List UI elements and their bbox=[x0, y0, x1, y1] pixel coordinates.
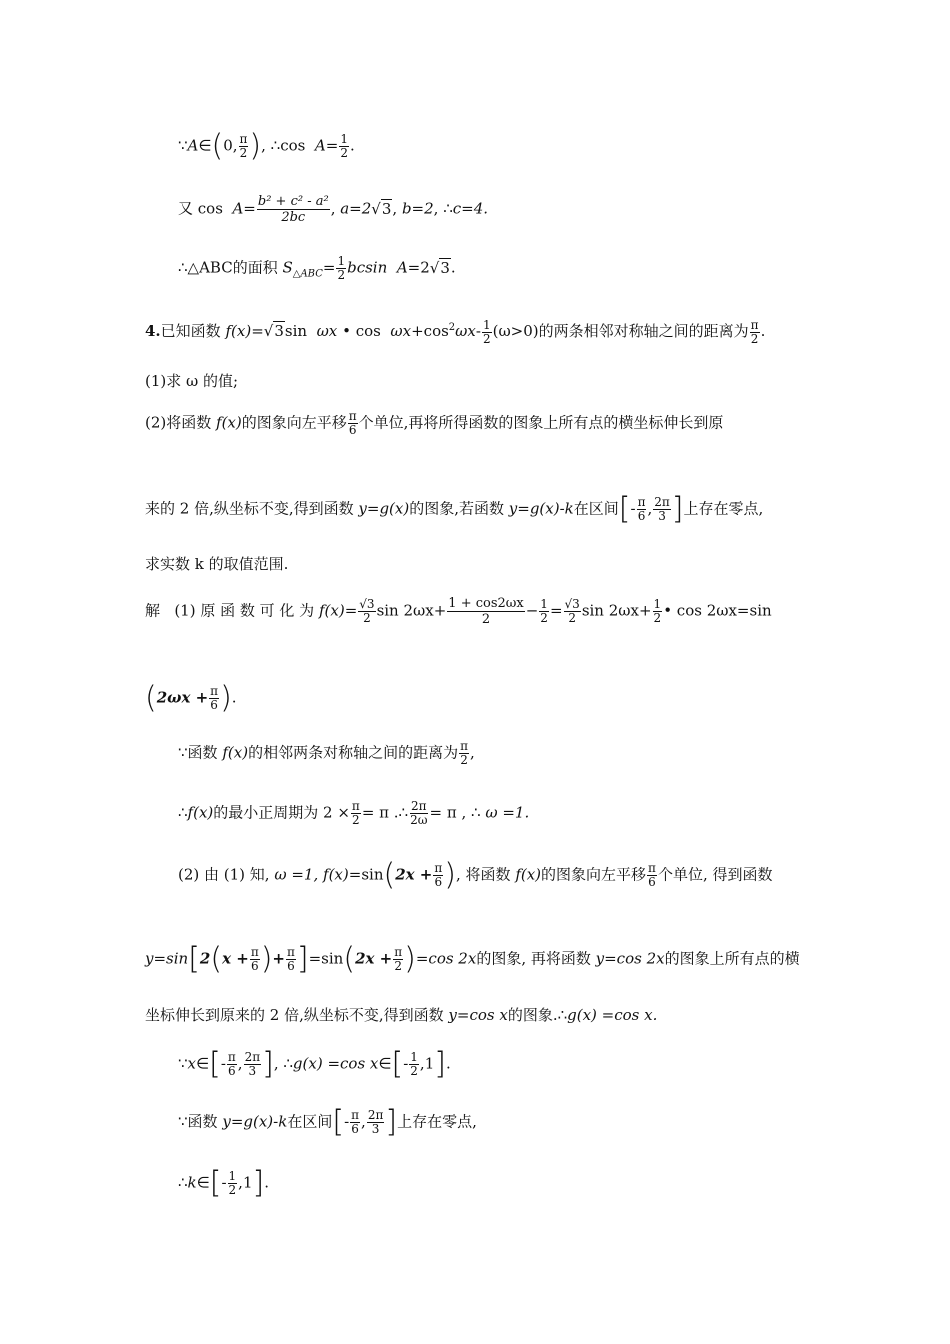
question-4-part-2-line-3: 求实数 k 的取值范围. bbox=[145, 555, 289, 573]
solution-2-line-5: ∵函数 y=g(x)-k在区间[- $\frac{\pi}{6}$ , $\frac{2\pi}{3}$ ]上存在零点, bbox=[178, 1104, 477, 1140]
solution-line-law-of-cosines: 又 cos A= $\frac{\text{b² + c² - a²}}{2bc}$ , a=2√3, b=2, ∴c=4. bbox=[178, 194, 489, 225]
question-4-statement: 4.已知函数 f(x)=√3sin ωx • $\cos \omega x+\cos^2\omega x-$ $\frac{1}{2}$ (ω>0)的两条相邻对称轴之间的距离为 $\frac{\pi}{2}$ . bbox=[145, 317, 766, 346]
solution-1-line-2: (2ωx + $\frac{\pi}{6}$ ). bbox=[145, 680, 237, 716]
solution-2-line-2: y=sin[2(x + $\frac{\pi}{6}$ )+ $\frac{\pi}{6}$ ]=sin(2x + $\frac{\pi}{2}$ )=cos 2x的图象, 再将函数 y=cos 2x的图象上所有点的横 bbox=[145, 941, 800, 977]
solution-2-line-6: ∴k∈[- $\frac{1}{2}$ ,1]. bbox=[178, 1165, 269, 1201]
solution-1-line-1: 解 (1) 原 函 数 可 化 为 f(x)= $\frac{√3}{2}$ sin 2ωx+ $\frac{1 + \cos 2\omega x}{2}$ − $\frac{1}{2}$ = $\frac{√3}{2}$ sin 2ωx+ $\frac{1}{2}$ • cos 2ωx=sin bbox=[145, 596, 772, 627]
solution-2-line-1: (2) 由 (1) 知, ω =1, f(x)=sin(2x + $\frac{\pi}{6}$ ), 将函数 f(x)的图象向左平移 $\frac{\pi}{6}$ 个单位, 得到函数 bbox=[178, 857, 773, 893]
solution-line-area: ∴△ABC的面积 $S_{\triangle ABC}=$ $\frac{1}{2}$ bcsin A=2√3. bbox=[178, 254, 456, 282]
solution-2-line-4: ∵x∈[- $\frac{\pi}{6}$ , $\frac{2\pi}{3}$ ], ∴g(x) =cos x∈[- $\frac{1}{2}$ ,1]. bbox=[178, 1046, 451, 1082]
question-4-part-1: (1)求 ω 的值; bbox=[145, 372, 239, 390]
solution-1-line-4: ∴f(x)的最小正周期为 2 × $\frac{\pi}{2}$ = π .∴ $\frac{2\pi}{2\omega}$ = π , ∴ ω =1. bbox=[178, 799, 530, 827]
solution-2-line-3: 坐标伸长到原来的 2 倍,纵坐标不变,得到函数 y=cos x的图象.∴g(x) =cos x. bbox=[145, 1006, 658, 1024]
question-4-part-2-line-2: 来的 2 倍,纵坐标不变,得到函数 y=g(x)的图象,若函数 y=g(x)-k在区间[- $\frac{\pi}{6}$ , $\frac{2\pi}{3}$ ]上存在零点, bbox=[145, 491, 764, 527]
solution-line-cos-a: ∵A∈(0, $\frac{\pi}{2}$ ), ∴cos A= $\frac{1}{2}$ . bbox=[178, 128, 355, 164]
solution-1-line-3: ∵函数 f(x)的相邻两条对称轴之间的距离为 $\frac{\pi}{2}$ , bbox=[178, 739, 475, 767]
question-4-part-2-line-1: (2)将函数 f(x)的图象向左平移 $\frac{\pi}{6}$ 个单位,再将所得函数的图象上所有点的横坐标伸长到原 bbox=[145, 409, 724, 437]
